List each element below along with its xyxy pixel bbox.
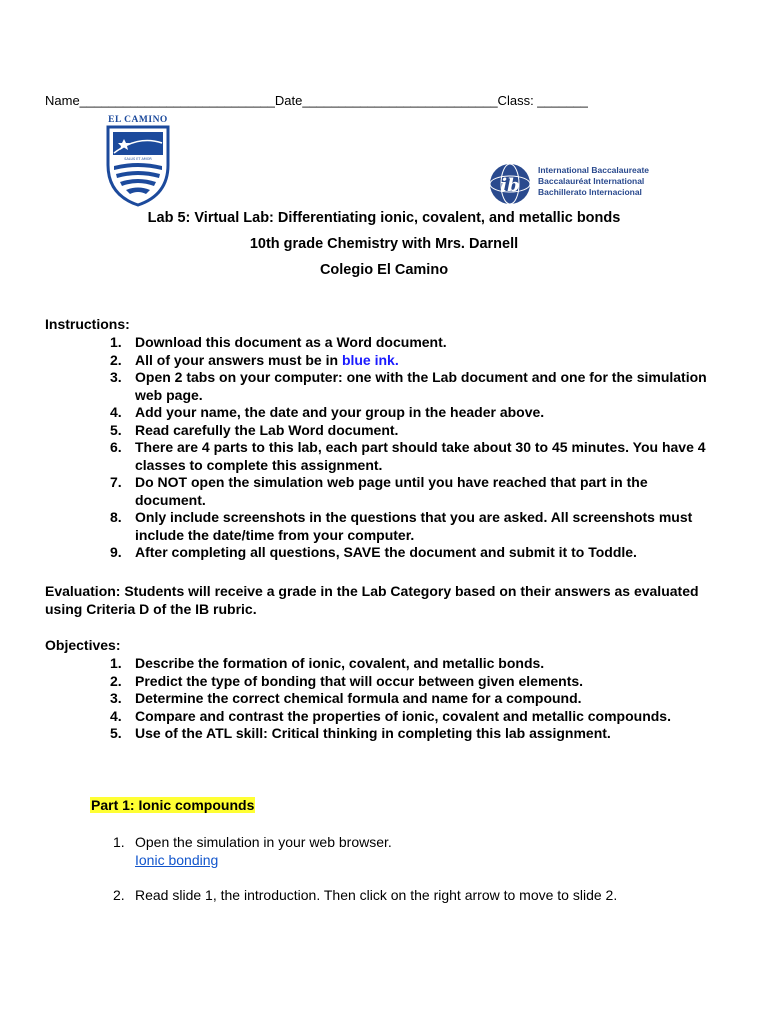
objectives-label: Objectives:	[45, 637, 121, 653]
ionic-bonding-link[interactable]: Ionic bonding	[135, 851, 219, 868]
blue-ink-text: blue ink.	[341, 351, 399, 368]
header-fields[interactable]: Name___________________________Date___________________________Class: _______	[45, 93, 588, 108]
svg-text:EL CAMINO: EL CAMINO	[108, 115, 168, 125]
el-camino-logo	[104, 113, 172, 207]
ib-globe-icon	[488, 162, 532, 206]
list-item: 9. After completing all questions, SAVE the document and submit it to Toddle.	[110, 544, 637, 560]
instructions-label: Instructions:	[45, 316, 130, 332]
list-item: 1. Describe the formation of ionic, covalent, and metallic bonds.	[110, 655, 545, 671]
list-item: 3. Determine the correct chemical formula and name for a compound.	[110, 690, 582, 706]
svg-text:SALUS ET AMOR: SALUS ET AMOR	[124, 157, 152, 161]
list-item: 6. There are 4 parts to this lab, each part should take about 30 to 45 minutes. You have 4 classes to complete this assignment.	[110, 439, 706, 473]
part-1-heading: Part 1: Ionic compounds	[91, 797, 255, 813]
instructions-list	[110, 334, 710, 562]
list-item: 2. Predict the type of bonding that will occur between given elements.	[110, 672, 584, 689]
list-item: 5. Read carefully the Lab Word document.	[110, 421, 399, 438]
ib-organization-names: International Baccalaureate Baccalauréat International Bachillerato Internacional	[538, 165, 650, 197]
evaluation-paragraph: Evaluation: Students will receive a grade in the Lab Category based on their answers as evaluated using Criteria D of the IB rubric.	[45, 583, 699, 617]
objectives-list	[110, 655, 710, 743]
list-item: 7. Do NOT open the simulation web page until you have reached that part in the document.	[110, 474, 648, 508]
course-title: 10th grade Chemistry with Mrs. Darnell	[249, 236, 519, 252]
part1-step-2: 2. Read slide 1, the introduction. Then click on the right arrow to move to slide 2.	[113, 887, 618, 903]
list-item: 4. Add your name, the date and your group in the header above.	[110, 404, 545, 420]
lab-title: Lab 5: Virtual Lab: Differentiating ionic, covalent, and metallic bonds	[147, 210, 621, 226]
part1-step-1: 1. Open the simulation in your web browser. Ionic bonding	[113, 834, 392, 868]
list-item: 2. All of your answers must be in blue ink.	[110, 351, 399, 368]
list-item: 8. Only include screenshots in the questions that you are asked. All screenshots must include the date/time from your computer.	[110, 509, 693, 543]
school-title: Colegio El Camino	[319, 262, 449, 278]
list-item: 3. Open 2 tabs on your computer: one with the Lab document and one for the simulation web page.	[110, 369, 707, 403]
ib-logo	[488, 162, 648, 206]
list-item: 4. Compare and contrast the properties of ionic, covalent and metallic compounds.	[110, 707, 671, 724]
svg-text:ib: ib	[500, 175, 520, 196]
list-item: 5. Use of the ATL skill: Critical thinking in completing this lab assignment.	[110, 725, 611, 741]
list-item: 1. Download this document as a Word document.	[110, 334, 447, 350]
